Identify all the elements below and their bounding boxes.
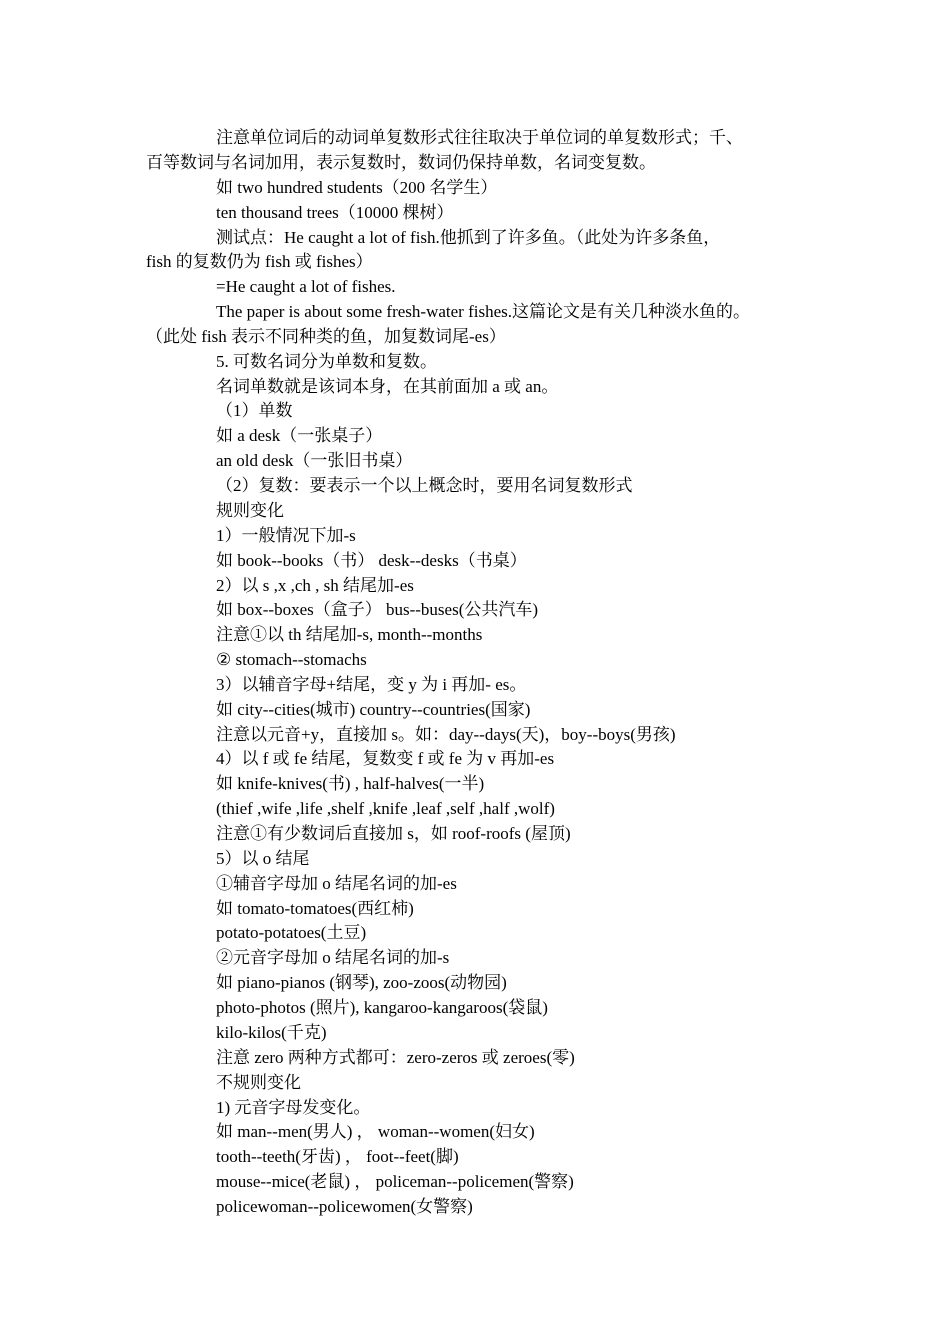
text-line: =He caught a lot of fishes. [216, 277, 396, 296]
text-line: 3）以辅音字母+结尾，变 y 为 i 再加- es。 [216, 675, 527, 694]
text-line: policewoman--policewomen(女警察) [216, 1197, 473, 1216]
text-line: 注意①以 th 结尾加-s, month--months [216, 625, 483, 644]
text-line: 如 man--men(男人) ， woman--women(妇女) [216, 1122, 535, 1141]
text-line: 注意以元音+y，直接加 s。如：day--days(天)，boy--boys(男孩) [216, 725, 676, 744]
text-line: 注意单位词后的动词单复数形式往往取决于单位词的单复数形式；千、 [216, 128, 743, 147]
text-line: 如 city--cities(城市) country--countries(国家) [216, 700, 531, 719]
text-line: ② stomach--stomachs [216, 650, 367, 669]
text-line: 5. 可数名词分为单数和复数。 [216, 352, 437, 371]
text-line: mouse--mice(老鼠) ， policeman--policemen(警察) [216, 1172, 574, 1191]
text-line: 2）以 s ,x ,ch , sh 结尾加-es [216, 576, 414, 595]
text-line: photo-photos (照片), kangaroo-kangaroos(袋鼠) [216, 998, 548, 1017]
text-line: 注意 zero 两种方式都可：zero-zeros 或 zeroes(零) [216, 1048, 575, 1067]
text-line: 名词单数就是该词本身，在其前面加 a 或 an。 [216, 377, 559, 396]
text-line: 1）一般情况下加-s [216, 526, 356, 545]
text-line: ten thousand trees（10000 棵树） [216, 203, 454, 222]
text-line: 1) 元音字母发变化。 [216, 1098, 371, 1117]
text-line: 4）以 f 或 fe 结尾，复数变 f 或 fe 为 v 再加-es [216, 749, 555, 768]
text-line: The paper is about some fresh-water fishes.这篇论文是有关几种淡水鱼的。 [216, 302, 750, 321]
text-line: 如 box--boxes（盒子） bus--buses(公共汽车) [216, 600, 539, 619]
text-line: fish 的复数仍为 fish 或 fishes） [146, 252, 373, 271]
text-line: 5）以 o 结尾 [216, 849, 310, 868]
text-line: 如 tomato-tomatoes(西红柿) [216, 899, 414, 918]
text-line: kilo-kilos(千克) [216, 1023, 327, 1042]
text-line: ①辅音字母加 o 结尾名词的加-es [216, 874, 457, 893]
text-line: 规则变化 [216, 501, 284, 520]
text-line: 注意①有少数词后直接加 s，如 roof-roofs (屋顶) [216, 824, 571, 843]
text-line: 不规则变化 [216, 1073, 301, 1092]
text-line: ②元音字母加 o 结尾名词的加-s [216, 948, 450, 967]
text-line: （2）复数：要表示一个以上概念时，要用名词复数形式 [216, 476, 633, 495]
text-line: （此处 fish 表示不同种类的鱼，加复数词尾-es） [146, 327, 506, 346]
text-line: 如 knife-knives(书) , half-halves(一半) [216, 774, 485, 793]
text-line: 百等数词与名词加用，表示复数时，数词仍保持单数，名词变复数。 [146, 153, 656, 172]
text-line: 如 two hundred students（200 名学生） [216, 178, 498, 197]
text-line: potato-potatoes(土豆) [216, 923, 367, 942]
text-line: （1）单数 [216, 401, 293, 420]
text-line: 如 a desk（一张桌子） [216, 426, 383, 445]
text-line: 如 piano-pianos (钢琴), zoo-zoos(动物园) [216, 973, 507, 992]
text-line: 如 book--books（书） desk--desks（书桌） [216, 551, 527, 570]
text-line: an old desk（一张旧书桌） [216, 451, 413, 470]
text-line: tooth--teeth(牙齿) ， foot--feet(脚) [216, 1147, 459, 1166]
text-line: (thief ,wife ,life ,shelf ,knife ,leaf ,self ,half ,wolf) [216, 799, 555, 818]
text-line: 测试点：He caught a lot of fish.他抓到了许多鱼。（此处为许多条鱼， [216, 228, 721, 247]
